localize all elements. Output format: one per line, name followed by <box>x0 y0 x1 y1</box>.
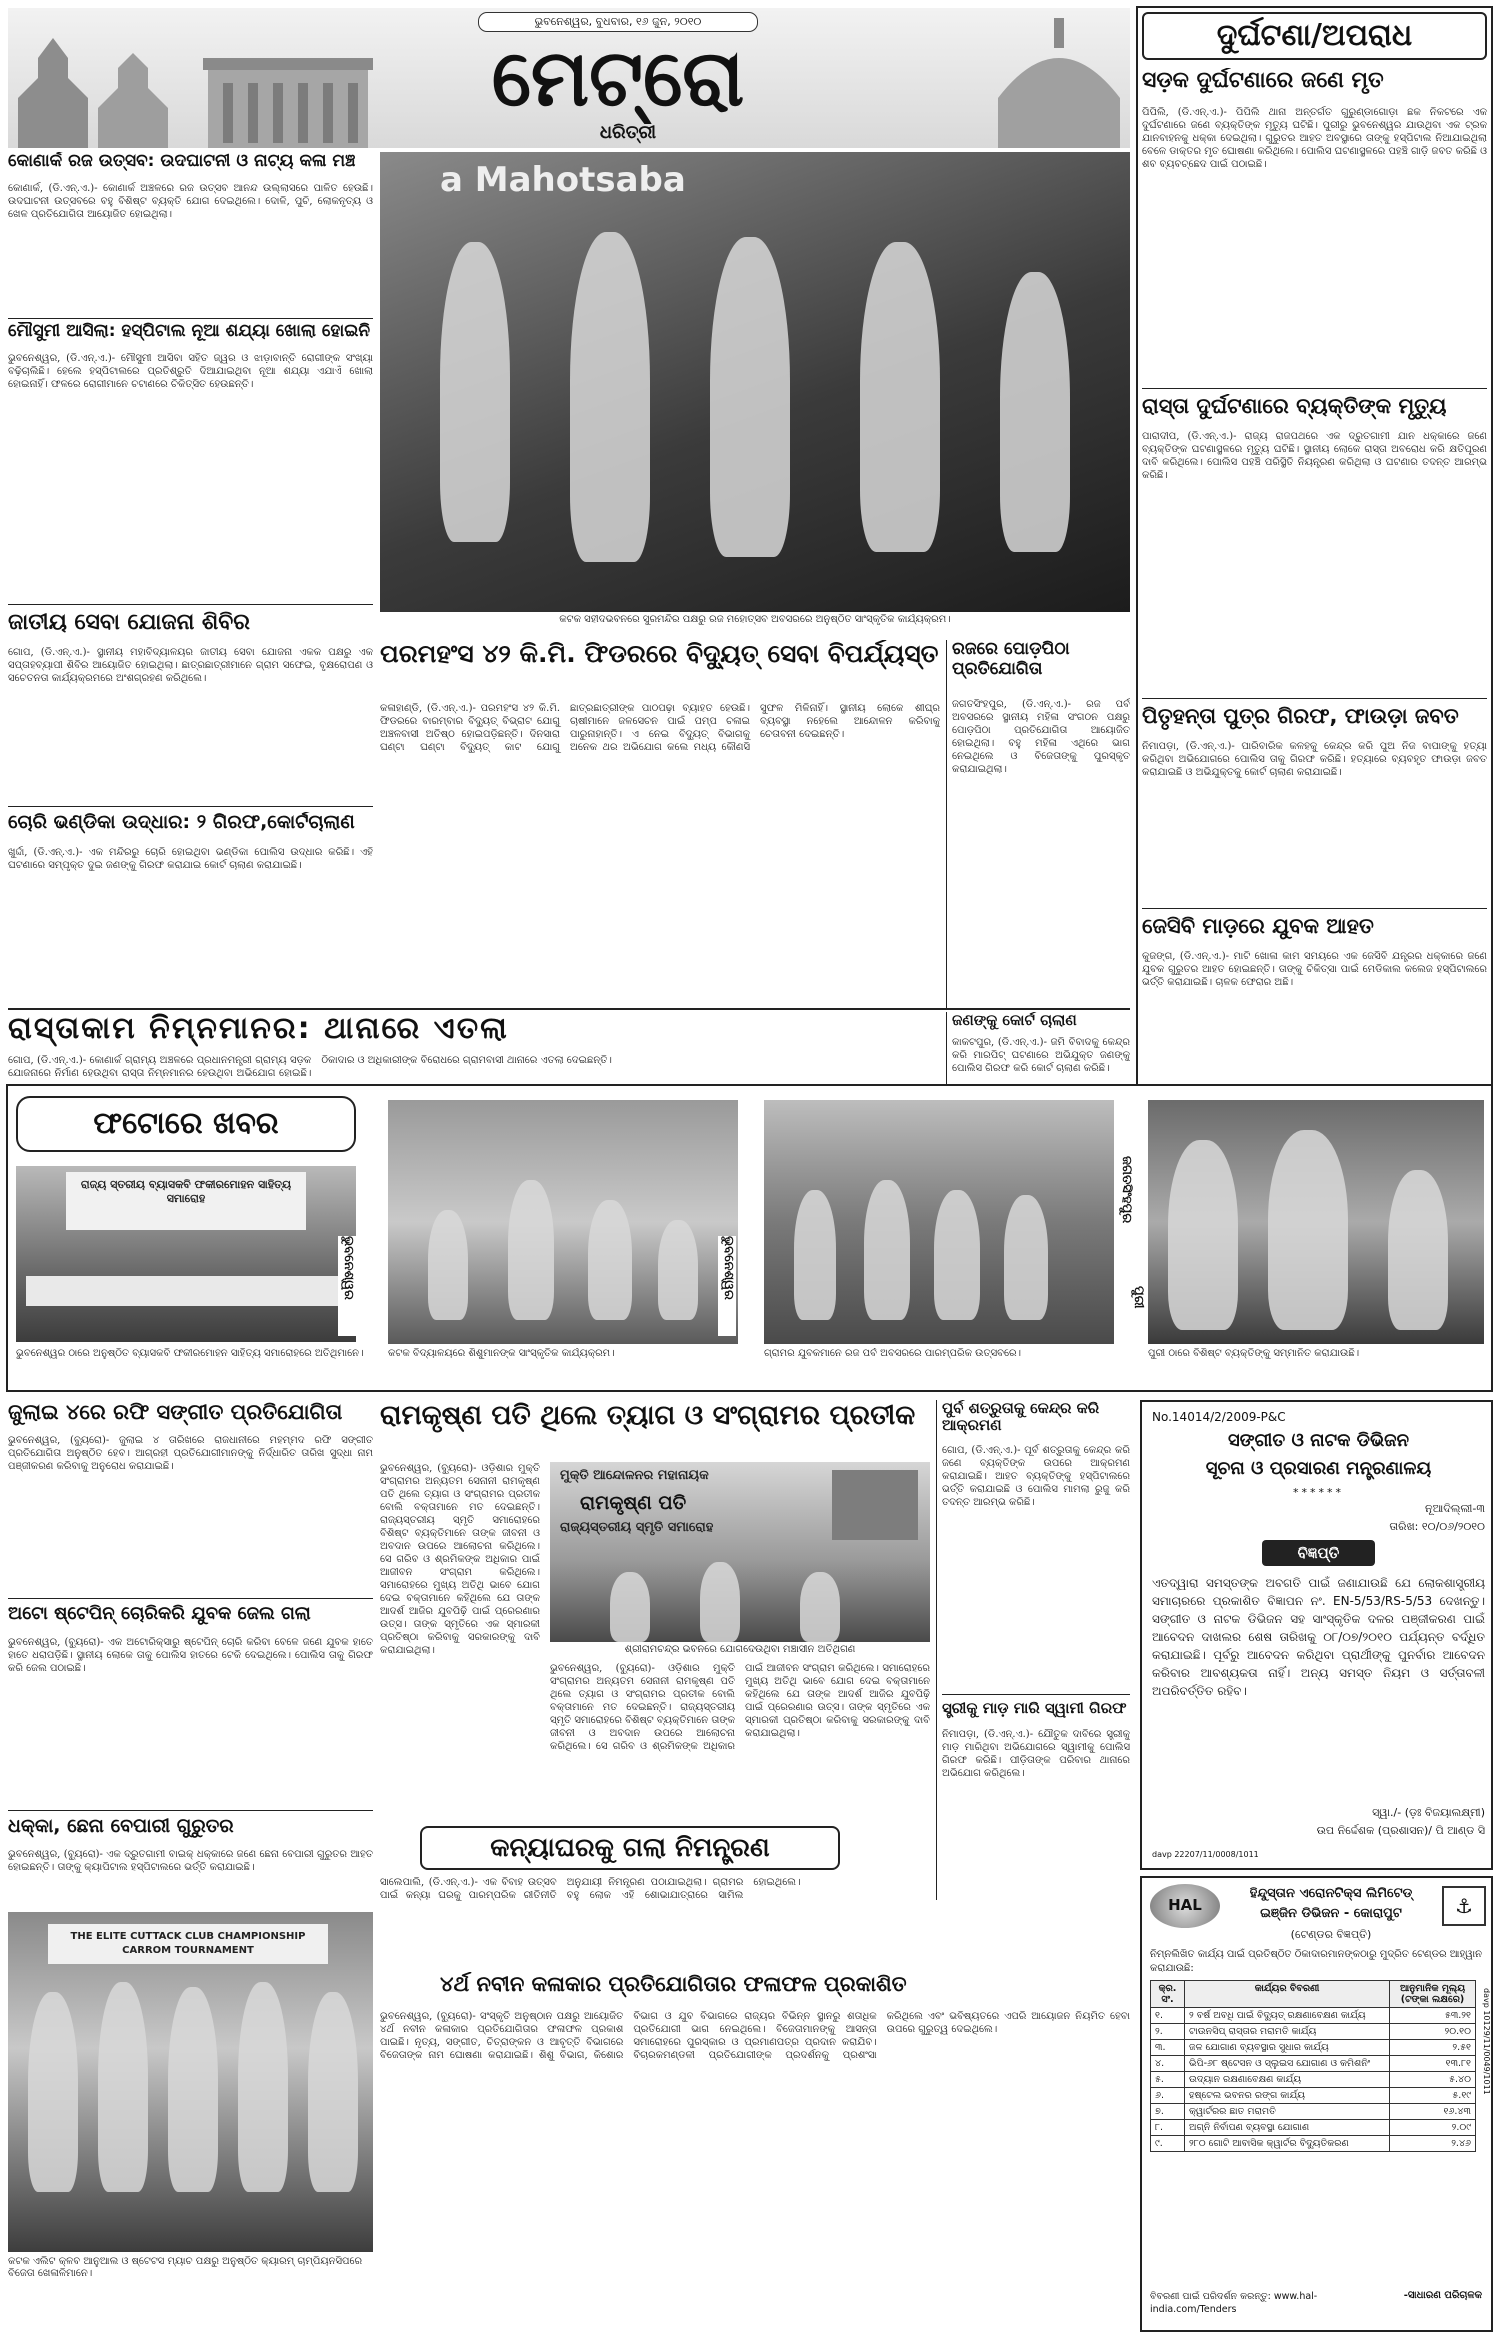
court-story-headline: ଜଣଙ୍କୁ କୋର୍ଟ ଚାଲାଣ <box>952 1012 1077 1029</box>
ramakrishna-body-right: ଭୁବନେଶ୍ୱର, (ବ୍ୟୁରୋ)- ଓଡ଼ିଶାର ମୁକ୍ତି ସଂଗ୍ରାମର ଅନ୍ୟତମ ସେନାନୀ ରାମକୃଷ୍ଣ ପତି ଥିଲେ ତ୍ୟାଗ ଓ ସଂଗ୍ରାମର ପ୍ରତୀକ ବୋଲି ବକ୍ତାମାନେ ମତ ଦେଇଛନ୍ତି। ରାଜ୍ୟସ୍ତରୀୟ ସ୍ମୃତି ସମାରୋହରେ ବିଶିଷ୍ଟ ବ୍ୟକ୍ତିମାନେ ତାଙ୍କ ଜୀବନୀ ଓ ଅବଦାନ ଉପରେ ଆଲୋଚନା କରିଥିଲେ। ସେ ଗରିବ ଓ ଶ୍ରମିକଙ୍କ ଅଧିକାର ପାଇଁ ଆଜୀବନ ସଂଗ୍ରାମ କରିଥିଲେ। ସମାରୋହରେ ମୁଖ୍ୟ ଅତିଥି ଭାବେ ଯୋଗ ଦେଇ ବକ୍ତାମାନେ କହିଥିଲେ ଯେ ତାଙ୍କ ଆଦର୍ଶ ଆଜିର ଯୁବପିଢ଼ି ପାଇଁ ପ୍ରେରଣାର ଉତ୍ସ। ତାଙ୍କ ସ୍ମୃତିରେ ଏକ ସ୍ମାରକୀ ପ୍ରତିଷ୍ଠା କରିବାକୁ ସରକାରଙ୍କୁ ଦାବି କରାଯାଇଥିଲା। <box>550 1663 930 1752</box>
tender-cell: ୨. <box>1151 2024 1185 2040</box>
notice-body: ଏତଦ୍ୱାରା ସମସ୍ତଙ୍କ ଅବଗତି ପାଇଁ ଜଣାଯାଉଛି ଯେ ଲୋକଶାସ୍ତ୍ରୀୟ ସମାଚାରରେ ପ୍ରକାଶିତ ବିଜ୍ଞାପନ ନଂ. EN-5/53/RS-5/53 ଦେଖନ୍ତୁ। ସଙ୍ଗୀତ ଓ ନାଟକ ଡିଭିଜନ ସହ ସାଂସ୍କୃତିକ ଦଳର ପଞ୍ଜୀକରଣ ପାଇଁ ଆବେଦନ ଦାଖଲର ଶେଷ ତାରିଖକୁ ୦୮/୦୭/୨୦୧୦ ପର୍ଯ୍ୟନ୍ତ ବର୍ଦ୍ଧିତ କରାଯାଇଛି। ପୂର୍ବରୁ ଆବେଦନ କରିଥିବା ପ୍ରାର୍ଥୀଙ୍କୁ ପୁନର୍ବାର ଆବେଦନ କରିବାର ଆବଶ୍ୟକତା ନାହିଁ। ଅନ୍ୟ ସମସ୍ତ ନିୟମ ଓ ସର୍ତ୍ତାବଳୀ ଅପରିବର୍ତ୍ତିତ ରହିବ। <box>1152 1576 1485 1698</box>
carrom-photo <box>8 1912 373 2252</box>
tender-cell: ଟାଉନସିପ୍ ରାସ୍ତାର ମରାମତି କାର୍ଯ୍ୟ <box>1185 2024 1390 2040</box>
road-story-body: ଗୋପ, (ଡି.ଏନ୍.ଏ.)- କୋଣାର୍କ ଗ୍ରାମ୍ୟ ଅଞ୍ଚଳରେ ପ୍ରଧାନମନ୍ତ୍ରୀ ଗ୍ରାମ୍ୟ ସଡ଼କ ଯୋଜନାରେ ନିର୍ମାଣ ହେଉଥିବା ରାସ୍ତା ନିମ୍ନମାନର ହେଉଥିବା ଅଭିଯୋଗ ହୋଇଛି। ଠିକାଦାର ଓ ଅଧିକାରୀଙ୍କ ବିରୋଧରେ ଗ୍ରାମବାସୀ ଥାନାରେ ଏତଲା ଦେଇଛନ୍ତି। <box>8 1055 612 1079</box>
ramakrishna-story <box>380 1400 930 1820</box>
tender-cell: କ୍ୱାର୍ଟରର ଛାତ ମରାମତି <box>1185 2104 1390 2120</box>
notice-dept: ସଙ୍ଗୀତ ଓ ନାଟକ ଡିଭିଜନ <box>1227 1430 1409 1451</box>
crime-story-1-body: ପିପିଲି, (ଡି.ଏନ୍.ଏ.)- ପିପିଲି ଥାନା ଅନ୍ତର୍ଗତ ଗୁରୁଣ୍ଡାଗୋଡ଼ା ଛକ ନିକଟରେ ଏକ ଦୁର୍ଘଟଣାରେ ଜଣେ ବ୍ୟକ୍ତିଙ୍କ ମୃତ୍ୟୁ ଘଟିଛି। ପୁରୀରୁ ଭୁବନେଶ୍ୱର ଯାଉଥିବା ଏକ ଟ୍ରକ ଯାନବାହନକୁ ଧକ୍କା ଦେଇଥିଲା। ଗୁରୁତର ଆହତ ଅବସ୍ଥାରେ ତାଙ୍କୁ ହସ୍ପିଟାଲ ନିଆଯାଇଥିଲା ବେଳେ ଡାକ୍ତର ମୃତ ଘୋଷଣା କରିଥିଲେ। ପୋଲିସ ଘଟଣାସ୍ଥଳରେ ପହଞ୍ଚି ଗାଡ଼ି ଜବତ କରିଛି ଓ ଶବ ବ୍ୟବଚ୍ଛେଦ ପାଇଁ ପଠାଇଛି। <box>1142 107 1487 170</box>
tender-cell: ୫.୧୯ <box>1390 2088 1476 2104</box>
story-rafi-body: ଭୁବନେଶ୍ୱର, (ବ୍ୟୁରୋ)- ଜୁଲାଇ ୪ ତାରିଖରେ ରାଜଧାନୀରେ ମହମ୍ମଦ ରଫି ସଙ୍ଗୀତ ପ୍ରତିଯୋଗିତା ଅନୁଷ୍ଠିତ ହେବ। ଆଗ୍ରହୀ ପ୍ରତିଯୋଗୀମାନଙ୍କୁ ନିର୍ଦ୍ଧାରିତ ତାରିଖ ସୁଦ୍ଧା ନାମ ପଞ୍ଜୀକରଣ କରିବାକୁ ଅନୁରୋଧ କରାଯାଇଛି। <box>8 1435 373 1472</box>
hal-intro: ନିମ୍ନଲିଖିତ କାର୍ଯ୍ୟ ପାଇଁ ପ୍ରତିଷ୍ଠିତ ଠିକାଦାରମାନଙ୍କଠାରୁ ମୁଦ୍ରିତ ଟେଣ୍ଡର ଆହ୍ୱାନ କରାଯାଉଛି: <box>1150 1949 1482 1974</box>
crime-story-2-headline: ରାସ୍ତା ଦୁର୍ଘଟଣାରେ ବ୍ୟକ୍ତିଙ୍କ ମୃତ୍ୟୁ <box>1142 394 1447 418</box>
tender-cell: ୯. <box>1151 2136 1185 2152</box>
right-mid-column <box>942 1400 1130 1900</box>
tender-cell: ୫୩.୨୧ <box>1390 2008 1476 2024</box>
crime-story-2-body: ପାରାଦୀପ, (ଡି.ଏନ୍.ଏ.)- ରାଜ୍ୟ ରାଜପଥରେ ଏକ ଦ୍ରୁତଗାମୀ ଯାନ ଧକ୍କାରେ ଜଣେ ବ୍ୟକ୍ତିଙ୍କ ଘଟଣାସ୍ଥଳରେ ମୃତ୍ୟୁ ଘଟିଛି। ସ୍ଥାନୀୟ ଲୋକେ ରାସ୍ତା ଅବରୋଧ କରି କ୍ଷତିପୂରଣ ଦାବି କରିଥିଲେ। ପୋଲିସ ପହଞ୍ଚି ପରିସ୍ଥିତି ନିୟନ୍ତ୍ରଣ କରିଥିଲା ଓ ଘଟଣାର ତଦନ୍ତ ଆରମ୍ଭ କରିଛି। <box>1142 431 1487 481</box>
notice-designation: ଉପ ନିର୍ଦ୍ଦେଶକ (ପ୍ରଶାସନ)/ ପି ଆଣ୍ଡ ସି <box>1316 1824 1485 1837</box>
crime-story-1-headline: ସଡ଼କ ଦୁର୍ଘଟଣାରେ ଜଣେ ମୃତ <box>1142 68 1384 93</box>
crime-story-3 <box>1142 704 1487 904</box>
notice-date: ତାରିଖ: ୧୦/୦୬/୨୦୧୦ <box>1389 1520 1485 1533</box>
table-row <box>1151 2104 1476 2120</box>
center-lead-body: କଳାହାଣ୍ଡି, (ଡି.ଏନ୍.ଏ.)- ପରମହଂସ ୪୨ କି.ମି. ଫିଡରରେ ବାରମ୍ବାର ବିଦ୍ୟୁତ୍ ବିଭ୍ରାଟ ଯୋଗୁ ଅଞ୍ଚଳବାସୀ ଅତିଷ୍ଠ ହୋଇପଡ଼ିଛନ୍ତି। ଦିନସାରା ଘଣ୍ଟା ଘଣ୍ଟା ବିଦ୍ୟୁତ୍ କାଟ ଯୋଗୁ ଛାତ୍ରଛାତ୍ରୀଙ୍କ ପାଠପଢ଼ା ବ୍ୟାହତ ହେଉଛି। ଚାଷୀମାନେ ଜଳସେଚନ ପାଇଁ ପମ୍ପ ଚଳାଇ ପାରୁନାହାନ୍ତି। ଏ ନେଇ ବିଦ୍ୟୁତ୍ ବିଭାଗକୁ ଅନେକ ଥର ଅଭିଯୋଗ କଲେ ମଧ୍ୟ କୌଣସି ସୁଫଳ ମିଳିନାହିଁ। ସ୍ଥାନୀୟ ଲୋକେ ଶୀଘ୍ର ବ୍ୟବସ୍ଥା ନହେଲେ ଆନ୍ଦୋଳନ କରିବାକୁ ଚେତାବନୀ ଦେଇଛନ୍ତି। <box>380 703 940 753</box>
masthead-title: ମେଟ୍ରୋ <box>491 34 745 124</box>
photo-news-1-label: ଭୁବନେଶ୍ୱର <box>338 1236 356 1336</box>
tender-cell: ୩. <box>1151 2040 1185 2056</box>
hal-logo <box>1150 1884 1220 1928</box>
photo-news-1 <box>16 1166 356 1342</box>
crime-story-2 <box>1142 394 1487 694</box>
notice-stars: ****** <box>1293 1486 1344 1499</box>
carrom-banner: THE ELITE CUTTACK CLUB CHAMPIONSHIP CARROM TOURNAMENT <box>48 1924 328 1964</box>
tender-cell: ୨.୪୬ <box>1390 2136 1476 2152</box>
ramakrishna-headline: ରାମକୃଷ୍ଣ ପତି ଥିଲେ ତ୍ୟାଗ ଓ ସଂଗ୍ରାମର ପ୍ରତୀକ <box>380 1400 916 1431</box>
notice-ref: No.14014/2/2009-P&C <box>1152 1410 1286 1424</box>
crime-story-4-headline: ଜେସିବି ମାଡ଼ରେ ଯୁବକ ଆହତ <box>1142 914 1374 938</box>
dance-photo-caption: କଟକ ସହୀଦଭବନରେ ସୁରମନ୍ଦିର ପକ୍ଷରୁ ରଜ ମହୋତ୍ସବ ଅବସରରେ ଅନୁଷ୍ଠିତ ସାଂସ୍କୃତିକ କାର୍ଯ୍ୟକ୍ରମ। <box>559 614 951 625</box>
dateline: ଭୁବନେଶ୍ୱର, ବୁଧବାର, ୧୬ ଜୁନ, ୨୦୧୦ <box>478 12 758 32</box>
ramakrishna-photo <box>550 1462 930 1642</box>
story-wife-headline: ସ୍ତ୍ରୀକୁ ମାଡ଼ ମାରି ସ୍ୱାମୀ ଗିରଫ <box>942 1700 1127 1717</box>
story-auto-body: ଭୁବନେଶ୍ୱର, (ବ୍ୟୁରୋ)- ଏକ ଅଟୋରିକ୍ସାରୁ ଷ୍ଟେପିନ୍ ଚୋରି କରିବା ବେଳେ ଜଣେ ଯୁବକ ହାତେ ହାତେ ଧରାପଡ଼ିଛି। ସ୍ଥାନୀୟ ଲୋକେ ତାକୁ ପୋଲିସ ହାତରେ ଟେକି ଦେଇଥିଲେ। ପୋଲିସ ତାକୁ ଗିରଫ କରି ଜେଲ ପଠାଇଛି। <box>8 1637 373 1674</box>
story-enmity-headline: ପୁର୍ବ ଶତ୍ରୁତାକୁ କେନ୍ଦ୍ର କରି ଆକ୍ରମଣ <box>942 1400 1100 1435</box>
tender-cell: ୨.୫୧ <box>1390 2040 1476 2056</box>
tender-cell: ୫.୪୦ <box>1390 2072 1476 2088</box>
raja-story-body: ଜଗତସିଂହପୁର, (ଡି.ଏନ୍.ଏ.)- ରଜ ପର୍ବ ଅବସରରେ ସ୍ଥାନୀୟ ମହିଳା ସଂଗଠନ ପକ୍ଷରୁ ପୋଡ଼ପିଠା ପ୍ରତିଯୋଗିତା ଆୟୋଜିତ ହୋଇଥିଲା। ବହୁ ମହିଳା ଏଥିରେ ଭାଗ ନେଇଥିଲେ ଓ ବିଜେତାଙ୍କୁ ପୁରସ୍କୃତ କରାଯାଇଥିଲା। <box>952 699 1130 775</box>
temple-illustration <box>8 28 428 148</box>
hal-logo-text: HAL <box>1168 1896 1202 1914</box>
invitation-headline: କନ୍ୟାଘରକୁ ଗଲା ନିମନ୍ତ୍ରଣ <box>420 1826 840 1870</box>
photo-news-2 <box>388 1100 738 1344</box>
tender-cell: ୮. <box>1151 2120 1185 2136</box>
tender-cell: ୫. <box>1151 2072 1185 2088</box>
story-nss-body: ଗୋପ, (ଡି.ଏନ୍.ଏ.)- ସ୍ଥାନୀୟ ମହାବିଦ୍ୟାଳୟର ଜାତୀୟ ସେବା ଯୋଜନା ଏକକ ପକ୍ଷରୁ ଏକ ସପ୍ତାହବ୍ୟାପୀ ଶିବିର ଆୟୋଜିତ ହୋଇଥିଲା। ଛାତ୍ରଛାତ୍ରୀମାନେ ଗ୍ରାମ ସଫେଇ, ବୃକ୍ଷରୋପଣ ଓ ସଚେତନତା କାର୍ଯ୍ୟକ୍ରମରେ ଅଂଶଗ୍ରହଣ କରିଥିଲେ। <box>8 647 373 684</box>
tender-col-sno: କ୍ର. ସଂ. <box>1151 1981 1185 2008</box>
table-row <box>1151 2072 1476 2088</box>
tender-cell: ଭିପି-୬୮ ଷ୍ଟେସନ ଓ ସ୍ଲୁଇସ ଯୋଗାଣ ଓ କମିଶନିଂ <box>1185 2056 1390 2072</box>
story-nss-headline: ଜାତୀୟ ସେବା ଯୋଜନା ଶିବିର <box>8 610 250 635</box>
photo-news-2-label: ଭୁବନେଶ୍ୱର <box>718 1236 736 1336</box>
story-chhena-body: ଭୁବନେଶ୍ୱର, (ବ୍ୟୁରୋ)- ଏକ ଦ୍ରୁତଗାମୀ ବାଇକ୍ ଧକ୍କାରେ ଜଣେ ଛେନା ବେପାରୀ ଗୁରୁତର ଆହତ ହୋଇଛନ୍ତି। ତାଙ୍କୁ କ୍ୟାପିଟାଲ ହସ୍ପିଟାଲରେ ଭର୍ତ୍ତି କରାଯାଇଛି। <box>8 1849 373 1873</box>
table-row <box>1151 2056 1476 2072</box>
table-row <box>1151 2024 1476 2040</box>
hal-tender <box>1140 1876 1493 2332</box>
tender-cell: ୬. <box>1151 2088 1185 2104</box>
crime-story-3-body: ନିମାପଡ଼ା, (ଡି.ଏନ୍.ଏ.)- ପାରିବାରିକ କଳହକୁ କେନ୍ଦ୍ର କରି ପୁଅ ନିଜ ବାପାଙ୍କୁ ହତ୍ୟା କରିଥିବା ଅଭିଯୋଗରେ ପୋଲିସ ତାକୁ ଗିରଫ କରିଛି। ହତ୍ୟାରେ ବ୍ୟବହୃତ ଫାଉଡ଼ା ଜବତ କରାଯାଇଛି ଓ ଅଭିଯୁକ୍ତକୁ କୋର୍ଟ ଚାଲାଣ କରାଯାଇଛି। <box>1142 741 1487 778</box>
notice-ministry: ସୂଚନା ଓ ପ୍ରସାରଣ ମନ୍ତ୍ରଣାଳୟ <box>1205 1458 1432 1479</box>
tender-cell: ୨.୦୯ <box>1390 2120 1476 2136</box>
tender-cell: ହଷ୍ଟେଲ ଭବନର ରଙ୍ଗ କାର୍ଯ୍ୟ <box>1185 2088 1390 2104</box>
dance-banner: a Mahotsaba <box>440 160 686 200</box>
story-konark-body: କୋଣାର୍କ, (ଡି.ଏନ୍.ଏ.)- କୋଣାର୍କ ଅଞ୍ଚଳରେ ରଜ ଉତ୍ସବ ଆନନ୍ଦ ଉଲ୍ଲାସରେ ପାଳିତ ହେଉଛି। ଉଦଘାଟନୀ ଉତ୍ସବରେ ବହୁ ବିଶିଷ୍ଟ ବ୍ୟକ୍ତି ଯୋଗ ଦେଇଥିଲେ। ଦୋଳି, ପୁଚି, ଲୋକନୃତ୍ୟ ଓ ଖେଳ ପ୍ରତିଯୋଗିତା ଆୟୋଜିତ ହୋଇଥିଲା। <box>8 183 373 220</box>
ramakrishna-caption: ଶ୍ରୀରାମଚନ୍ଦ୍ର ଭବନରେ ଯୋଗଦେଉଥିବା ମଞ୍ଚାସୀନ ଅତିଥିଗଣ <box>624 1644 856 1655</box>
raja-story-headline: ରଜରେ ପୋଡ଼ପିଠା ପ୍ରତିଯୋଗିତା <box>952 640 1070 679</box>
tender-cell: ୨୦.୧୦ <box>1390 2024 1476 2040</box>
art-results-headline: ୪ର୍ଥ ନବୀନ କଳାକାର ପ୍ରତିଯୋଗିତାର ଫଳାଫଳ ପ୍ରକାଶିତ <box>440 1972 907 1996</box>
tender-cell: ଜଳ ଯୋଗାଣ ବ୍ୟବସ୍ଥାର ସୁଧାର କାର୍ଯ୍ୟ <box>1185 2040 1390 2056</box>
crime-story-3-headline: ପିତୃହନ୍ତା ପୁତ୍ର ଗିରଫ, ଫାଉଡ଼ା ଜବତ <box>1142 704 1459 728</box>
center-lead <box>380 640 940 1004</box>
table-row <box>1151 2040 1476 2056</box>
court-story-body: କାକଟପୁର, (ଡି.ଏନ୍.ଏ.)- ଜମି ବିବାଦକୁ କେନ୍ଦ୍ର କରି ମାରପିଟ୍ ଘଟଣାରେ ଅଭିଯୁକ୍ତ ଜଣଙ୍କୁ ପୋଲିସ ଗିରଫ କରି କୋର୍ଟ ଚାଲାଣ କରିଛି। <box>952 1037 1130 1074</box>
photo-news-3 <box>764 1100 1114 1344</box>
invitation-story <box>380 1826 930 1966</box>
bottom-left-column <box>8 1400 373 1910</box>
photo-news-strip <box>6 1084 1493 1392</box>
photo-news-1-caption: ଭୁବନେଶ୍ୱର ଠାରେ ଅନୁଷ୍ଠିତ ବ୍ୟାସକବି ଫକୀରମୋହନ ସାହିତ୍ୟ ସମାରୋହରେ ଅତିଥିମାନେ। <box>16 1348 364 1359</box>
story-enmity-body: ଗୋପ, (ଡି.ଏନ୍.ଏ.)- ପୂର୍ବ ଶତ୍ରୁତାକୁ କେନ୍ଦ୍ର କରି ଜଣେ ବ୍ୟକ୍ତିଙ୍କ ଉପରେ ଆକ୍ରମଣ କରାଯାଇଛି। ଆହତ ବ୍ୟକ୍ତିଙ୍କୁ ହସ୍ପିଟାଲରେ ଭର୍ତ୍ତି କରାଯାଇଛି ଓ ପୋଲିସ ମାମଲା ରୁଜୁ କରି ତଦନ୍ତ ଆରମ୍ଭ କରିଛି। <box>942 1445 1130 1508</box>
masthead <box>8 8 1130 148</box>
hal-tender-table <box>1150 1980 1476 2152</box>
photo-news-2-caption: କଟକ ବିଦ୍ୟାଳୟରେ ଶିଶୁମାନଙ୍କ ସାଂସ୍କୃତିକ କାର୍ଯ୍ୟକ୍ରମ। <box>388 1348 615 1359</box>
notice-davp: davp 22207/11/0008/1011 <box>1152 1850 1259 1859</box>
table-row <box>1151 2008 1476 2024</box>
photo-news-3-label: ଜଗତସିଂହପୁର <box>1116 1156 1134 1266</box>
ramakrishna-banner-mid: ରାମକୃଷ୍ଣ ପତି <box>580 1492 687 1514</box>
tender-col-cost: ଆନୁମାନିକ ମୂଲ୍ୟ (ଟଙ୍କା ଲକ୍ଷରେ) <box>1390 1981 1476 2008</box>
story-monsoon-body: ଭୁବନେଶ୍ୱର, (ଡି.ଏନ୍.ଏ.)- ମୌସୁମୀ ଆସିବା ସହିତ ଜ୍ୱର ଓ ଝାଡ଼ାବାନ୍ତି ରୋଗୀଙ୍କ ସଂଖ୍ୟା ବଢ଼ିଚାଲିଛି। ହେଲେ ହସ୍ପିଟାଲରେ ପ୍ରତିଶ୍ରୁତି ଦିଆଯାଇଥିବା ନୂଆ ଶଯ୍ୟା ଏଯାଏଁ ଖୋଲା ହୋଇନାହିଁ। ଫଳରେ ରୋଗୀମାନେ ଚଟାଣରେ ଚିକିତ୍ସିତ ହେଉଛନ୍ତି। <box>8 353 373 390</box>
notice-signatory: ସ୍ୱା./- (ଡ଼ଃ ବିଜୟାଲକ୍ଷ୍ମୀ) <box>1372 1806 1485 1819</box>
crime-story-1 <box>1142 68 1487 384</box>
raja-story <box>952 640 1130 1004</box>
ramakrishna-body-left: ଭୁବନେଶ୍ୱର, (ବ୍ୟୁରୋ)- ଓଡ଼ିଶାର ମୁକ୍ତି ସଂଗ୍ରାମର ଅନ୍ୟତମ ସେନାନୀ ରାମକୃଷ୍ଣ ପତି ଥିଲେ ତ୍ୟାଗ ଓ ସଂଗ୍ରାମର ପ୍ରତୀକ ବୋଲି ବକ୍ତାମାନେ ମତ ଦେଇଛନ୍ତି। ରାଜ୍ୟସ୍ତରୀୟ ସ୍ମୃତି ସମାରୋହରେ ବିଶିଷ୍ଟ ବ୍ୟକ୍ତିମାନେ ତାଙ୍କ ଜୀବନୀ ଓ ଅବଦାନ ଉପରେ ଆଲୋଚନା କରିଥିଲେ। ସେ ଗରିବ ଓ ଶ୍ରମିକଙ୍କ ଅଧିକାର ପାଇଁ ଆଜୀବନ ସଂଗ୍ରାମ କରିଥିଲେ। ସମାରୋହରେ ମୁଖ୍ୟ ଅତିଥି ଭାବେ ଯୋଗ ଦେଇ ବକ୍ତାମାନେ କହିଥିଲେ ଯେ ତାଙ୍କ ଆଦର୍ଶ ଆଜିର ଯୁବପିଢ଼ି ପାଇଁ ପ୍ରେରଣାର ଉତ୍ସ। ତାଙ୍କ ସ୍ମୃତିରେ ଏକ ସ୍ମାରକୀ ପ୍ରତିଷ୍ଠା କରିବାକୁ ସରକାରଙ୍କୁ ଦାବି କରାଯାଇଥିଲା। <box>380 1463 540 1656</box>
table-row <box>1151 2088 1476 2104</box>
story-wife-body: ନିମାପଡ଼ା, (ଡି.ଏନ୍.ଏ.)- ଯୌତୁକ ଦାବିରେ ସ୍ତ୍ରୀକୁ ମାଡ଼ ମାରିଥିବା ଅଭିଯୋଗରେ ସ୍ୱାମୀକୁ ପୋଲିସ ଗିରଫ କରିଛି। ପୀଡ଼ିତାଙ୍କ ପରିବାର ଥାନାରେ ଅଭିଯୋଗ କରିଥିଲେ। <box>942 1729 1130 1779</box>
notice-badge: ବିଜ୍ଞପ୍ତି <box>1262 1540 1375 1566</box>
story-konark-headline: କୋଣାର୍କ ରଜ ଉତ୍ସବ: ଉଦଘାଟନୀ ଓ ନାଟ୍ୟ କଳା ମଞ୍ଚ <box>8 152 356 171</box>
tender-cell: ୧. <box>1151 2008 1185 2024</box>
masthead-subtitle: ଧରିତ୍ରୀ <box>599 122 657 143</box>
photo-news-4-caption: ପୁରୀ ଠାରେ ବିଶିଷ୍ଟ ବ୍ୟକ୍ତିଙ୍କୁ ସମ୍ମାନିତ କରାଯାଉଛି। <box>1148 1348 1360 1359</box>
ramakrishna-banner-low: ରାଜ୍ୟସ୍ତରୀୟ ସ୍ମୃତି ସମାରୋହ <box>560 1520 714 1535</box>
dance-photo <box>380 152 1130 612</box>
photo-news-3-caption: ଗ୍ରାମର ଯୁବକମାନେ ରଜ ପର୍ବ ଅବସରରେ ପାରମ୍ପରିକ ଉତ୍ସବରେ। <box>764 1348 1022 1359</box>
hal-title-1: ହିନ୍ଦୁସ୍ତାନ ଏରୋନଟିକ୍ସ ଲିମିଟେଡ୍ <box>1249 1886 1413 1901</box>
carrom-caption: କଟକ ଏଲିଟ କ୍ଳବ ଆନୁଆଲ ଓ ଷ୍ଟେଟସ ମ୍ୟାଚ ପକ୍ଷରୁ ଅନୁଷ୍ଠିତ କ୍ୟାରମ୍ ଚାମ୍ପିୟନସିପରେ ବିଜେତା ଖେଳାଳିମାନେ। <box>8 2256 363 2279</box>
story-monsoon-headline: ମୌସୁମୀ ଆସିଲା: ହସ୍ପିଟାଲ ନୂଆ ଶଯ୍ୟା ଖୋଲା ହୋଇନି <box>8 322 371 341</box>
crime-section-header: ଦୁର୍ଘଟଣା/ଅପରାଧ <box>1142 12 1487 60</box>
story-theft-headline: ଚୋରି ଭଣ୍ଡିକା ଉଦ୍ଧାର: ୨ ଗିରଫ,କୋର୍ଟଚାଲାଣ <box>8 812 355 833</box>
photo-news-4 <box>1148 1100 1484 1344</box>
notice-city: ନୂଆଦିଲ୍ଲୀ-୩ <box>1425 1502 1485 1515</box>
hal-ref-vertical: davp 10129/11/0049/1011 <box>1482 1988 1491 2095</box>
dome-illustration <box>988 18 1130 148</box>
story-rafi-headline: ଜୁଲାଇ ୪ରେ ରଫି ସଙ୍ଗୀତ ପ୍ରତିଯୋଗିତା <box>8 1400 343 1424</box>
center-lead-headline: ପରମହଂସ ୪୨ କି.ମି. ଫିଡରରେ ବିଦ୍ୟୁତ୍ ସେବା ବିପର୍ଯ୍ୟସ୍ତ <box>380 640 939 668</box>
art-results <box>380 1972 1130 2332</box>
invitation-body: ସାଲେପାଲି, (ଡି.ଏନ୍.ଏ.)- ଏକ ବିବାହ ଉତ୍ସବ ପାଇଁ କନ୍ୟା ଘରକୁ ପାରମ୍ପରିକ ରୀତିନୀତି ଅନୁଯାୟୀ ନିମନ୍ତ୍ରଣ ପଠାଯାଇଥିଲା। ଗ୍ରାମର ବହୁ ଲୋକ ଏହି ଶୋଭାଯାତ୍ରାରେ ସାମିଲ ହୋଇଥିଲେ। <box>380 1877 801 1901</box>
story-chhena-headline: ଧକ୍କା, ଛେନା ବେପାରୀ ଗୁରୁତର <box>8 1816 234 1837</box>
hal-emblem-icon: ⚓ <box>1442 1886 1486 1926</box>
tender-cell: ଅଗ୍ନି ନିର୍ବାପଣ ବ୍ୟବସ୍ଥା ଯୋଗାଣ <box>1185 2120 1390 2136</box>
tender-cell: ୪. <box>1151 2056 1185 2072</box>
tender-cell: ଉଦ୍ୟାନ ରକ୍ଷଣାବେକ୍ଷଣ କାର୍ଯ୍ୟ <box>1185 2072 1390 2088</box>
tender-cell: ୧୬.୪୩ <box>1390 2104 1476 2120</box>
story-theft-body: ଖୁର୍ଦ୍ଦା, (ଡି.ଏନ୍.ଏ.)- ଏକ ମନ୍ଦିରରୁ ଚୋରି ହୋଇଥିବା ଭଣ୍ଡିକା ପୋଲିସ ଉଦ୍ଧାର କରିଛି। ଏହି ଘଟଣାରେ ସମ୍ପୃକ୍ତ ଦୁଇ ଜଣଙ୍କୁ ଗିରଫ କରାଯାଇ କୋର୍ଟ ଚାଲାଣ କରାଯାଇଛି। <box>8 847 373 871</box>
hal-footer-left: ବିବରଣୀ ପାଇଁ ପରିଦର୍ଶନ କରନ୍ତୁ: www.hal-india.com/Tenders <box>1150 2291 1318 2315</box>
tender-cell: ୭. <box>1151 2104 1185 2120</box>
crime-story-4-body: କୁଜଙ୍ଗ, (ଡି.ଏନ୍.ଏ.)- ମାଟି ଖୋଳା କାମ ସମୟରେ ଏକ ଜେସିବି ଯନ୍ତ୍ରର ଧକ୍କାରେ ଜଣେ ଯୁବକ ଗୁରୁତର ଆହତ ହୋଇଛନ୍ତି। ତାଙ୍କୁ ଚିକିତ୍ସା ପାଇଁ ମେଡିକାଲ କଲେଜ ହସ୍ପିଟାଲରେ ଭର୍ତ୍ତି କରାଯାଇଛି। ଚାଳକ ଫେରାର ଅଛି। <box>1142 951 1487 988</box>
photo-news-4-label: ପୁରୀ <box>1128 1286 1146 1336</box>
govt-notice <box>1140 1400 1493 1870</box>
tender-cell: ୨ ବର୍ଷ ଅବଧି ପାଇଁ ବିଦ୍ୟୁତ୍ ରକ୍ଷଣାବେକ୍ଷଣ କାର୍ଯ୍ୟ <box>1185 2008 1390 2024</box>
hal-subtitle: (ଟେଣ୍ଡର ବିଜ୍ଞପ୍ତି) <box>1290 1928 1372 1941</box>
photo-news-1-banner: ରାଜ୍ୟ ସ୍ତରୀୟ ବ୍ୟାସକବି ଫକୀରମୋହନ ସାହିତ୍ୟ ସମାରୋହ <box>66 1172 306 1230</box>
photo-news-header: ଫଟୋରେ ଖବର <box>16 1096 356 1152</box>
hal-title-2: ଇଞ୍ଜିନ ଡିଭିଜନ - କୋରାପୁଟ <box>1260 1906 1402 1921</box>
story-auto-headline: ଅଟୋ ଷ୍ଟେପିନ୍ ଚୋରିକରି ଯୁବକ ଜେଲ ଗଲା <box>8 1604 311 1624</box>
hal-footer-right: -ସାଧାରଣ ପରିଚାଳକ <box>1403 2290 1482 2301</box>
tender-cell: ୨୮୦ ଗୋଟି ଆବାସିକ କ୍ୱାର୍ଟର ବିଦ୍ୟୁତିକରଣ <box>1185 2136 1390 2152</box>
table-row <box>1151 2136 1476 2152</box>
tender-col-work: କାର୍ଯ୍ୟର ବିବରଣୀ <box>1185 1981 1390 2008</box>
table-row <box>1151 2120 1476 2136</box>
art-results-body: ଭୁବନେଶ୍ୱର, (ବ୍ୟୁରୋ)- ସଂସ୍କୃତି ଅନୁଷ୍ଠାନ ପକ୍ଷରୁ ଆୟୋଜିତ ୪ର୍ଥ ନବୀନ କଳାକାର ପ୍ରତିଯୋଗିତାର ଫଳାଫଳ ପ୍ରକାଶ ପାଇଛି। ନୃତ୍ୟ, ସଙ୍ଗୀତ, ଚିତ୍ରାଙ୍କନ ଓ ଆବୃତ୍ତି ବିଭାଗରେ ବିଜେତାଙ୍କ ନାମ ଘୋଷଣା କରାଯାଇଛି। ଶିଶୁ ବିଭାଗ, କିଶୋର ବିଭାଗ ଓ ଯୁବ ବିଭାଗରେ ରାଜ୍ୟର ବିଭିନ୍ନ ସ୍ଥାନରୁ ଶତାଧିକ ପ୍ରତିଯୋଗୀ ଭାଗ ନେଇଥିଲେ। ବିଜେତାମାନଙ୍କୁ ଆସନ୍ତା ସମାରୋହରେ ପୁରସ୍କାର ଓ ପ୍ରମାଣପତ୍ର ପ୍ରଦାନ କରାଯିବ। ବିଚାରକମଣ୍ଡଳୀ ପ୍ରତିଯୋଗୀଙ୍କ ପ୍ରଦର୍ଶନକୁ ପ୍ରଶଂସା କରିଥିଲେ ଏବଂ ଭବିଷ୍ୟତରେ ଏପରି ଆୟୋଜନ ନିୟମିତ ହେବା ଉପରେ ଗୁରୁତ୍ୱ ଦେଇଥିଲେ। <box>380 2011 1130 2061</box>
road-story-headline: ରାସ୍ତାକାମ ନିମ୍ନମାନର: ଥାନାରେ ଏତଲା <box>8 1012 509 1046</box>
tender-cell: ୧୩.୮୧ <box>1390 2056 1476 2072</box>
ramakrishna-banner-top: ମୁକ୍ତି ଆନ୍ଦୋଳନର ମହାନାୟକ <box>560 1468 709 1483</box>
